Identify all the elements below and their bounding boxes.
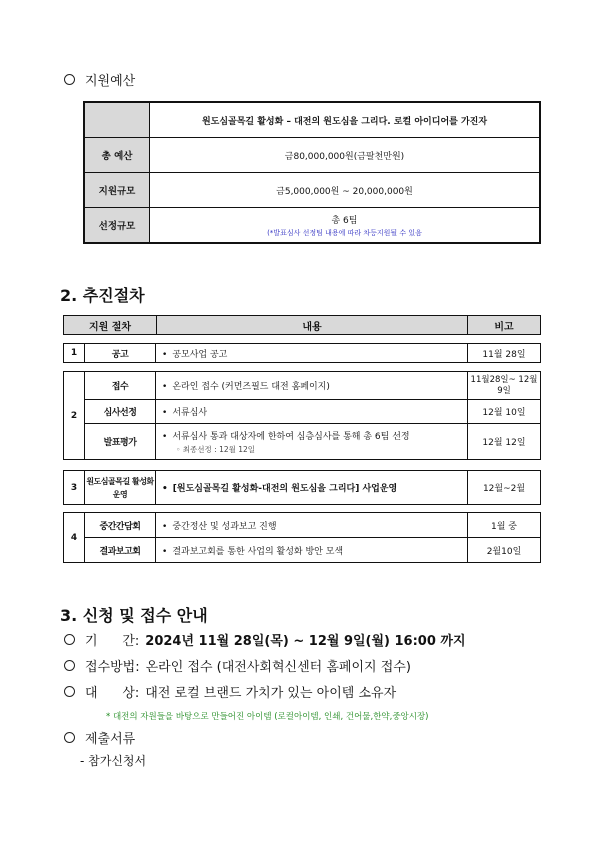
method-value: 온라인 접수 (대전사회혁신센터 홈페이지 접수) [145, 660, 411, 675]
row-value: 금5,000,000원 ~ 20,000,000원 [150, 173, 541, 208]
step-note: 12월~2월 [468, 471, 541, 505]
column-header: 내용 [157, 316, 468, 334]
row-value: 총 6팀 [331, 215, 358, 226]
table-row [64, 513, 541, 538]
application-heading: 3. 신청 및 접수 안내 [60, 606, 208, 625]
step-content: 서류심사 [172, 408, 208, 418]
step-note: 12월 10일 [468, 400, 541, 424]
table-row [84, 208, 540, 244]
budget-table [83, 101, 541, 244]
budget-table-corner [84, 102, 150, 138]
step-label: 결과보고회 [85, 538, 156, 563]
table-row [84, 102, 540, 138]
step-sub-note: ◦ 최종선정 : 12월 12일 [176, 444, 256, 454]
step-content: 서류심사 통과 대상자에 한하여 심층심사를 통해 총 6팀 선정 [172, 431, 410, 442]
step-content-cell: • [원도심골목길 활성화-대전의 원도심을 그리다] 사업운영 [156, 471, 468, 505]
row-value: 금80,000,000원(금팔천만원) [150, 138, 541, 173]
procedure-group-1 [63, 343, 541, 363]
table-row [64, 344, 541, 363]
group-number: 1 [64, 344, 85, 363]
circle-bullet-icon [64, 732, 75, 743]
table-row [64, 538, 541, 563]
step-label: 심사선정 [85, 400, 156, 424]
step-content: [원도심골목길 활성화-대전의 원도심을 그리다] 사업운영 [172, 484, 398, 494]
group-number: 3 [64, 471, 85, 505]
docs-item: - 참가신청서 [80, 754, 147, 768]
period-value: 2024년 11월 28일(목) ~ 12월 9일(월) 16:00 까지 [145, 634, 466, 649]
step-note: 11월 28일 [468, 344, 541, 363]
row-label: 선정규모 [84, 208, 150, 244]
group-number: 4 [64, 513, 85, 563]
column-header: 비고 [494, 321, 514, 333]
step-note: 12월 12일 [468, 424, 541, 460]
target-value: 대전 로컬 브랜드 가치가 있는 아이템 소유자 [145, 686, 397, 701]
step-content-cell: • 공모사업 공고 [156, 344, 468, 363]
procedure-group-4 [63, 512, 541, 563]
target-line [64, 682, 396, 701]
table-row [64, 372, 541, 400]
procedure-group-3 [63, 470, 541, 505]
budget-section-heading: 지원예산 [64, 70, 135, 89]
row-note: (*발표심사 선정팀 내용에 따라 차등지원될 수 있음 [267, 228, 422, 237]
row-value-cell [150, 208, 541, 244]
period-line [64, 630, 466, 649]
step-label: 발표평가 [85, 424, 156, 460]
procedure-group-2 [63, 371, 541, 460]
method-line [64, 656, 411, 675]
table-row [64, 424, 541, 460]
step-note: 2월10일 [468, 538, 541, 563]
group-number: 2 [64, 372, 85, 460]
step-note: 1월 중 [468, 513, 541, 538]
circle-bullet-icon [64, 686, 75, 697]
step-label: 접수 [85, 372, 156, 400]
row-label: 총 예산 [84, 138, 150, 173]
step-content: 공모사업 공고 [172, 349, 228, 360]
circle-bullet-icon [64, 634, 75, 645]
row-label: 지원규모 [84, 173, 150, 208]
step-content: 중간정산 및 성과보고 진행 [172, 521, 277, 532]
step-label: 중간간담회 [85, 513, 156, 538]
step-content-cell: • 서류심사 통과 대상자에 한하여 심층심사를 통해 총 6팀 선정 ◦ 최종선정 : 12월 12일 [156, 424, 468, 460]
step-content-cell: • 온라인 접수 (커먼즈필드 대전 홈페이지) [156, 372, 468, 400]
procedure-table-header [63, 315, 541, 335]
procedure-heading: 2. 추진절차 [60, 286, 145, 305]
docs-label: 제출서류 [85, 732, 136, 747]
circle-bullet-icon [64, 74, 75, 85]
table-row [84, 138, 540, 173]
table-row [64, 471, 541, 505]
column-header: 지원 절차 [64, 316, 157, 334]
step-label: 원도심골목길 활성화운영 [85, 471, 156, 505]
step-content: 온라인 접수 (커먼즈필드 대전 홈페이지) [172, 382, 330, 392]
step-content-cell: • 결과보고회를 통한 사업의 활성화 방안 모색 [156, 538, 468, 563]
step-content: 결과보고회를 통한 사업의 활성화 방안 모색 [172, 546, 344, 557]
target-note: * 대전의 자원들을 바탕으로 만들어진 아이템 (로컬아이템, 인쇄, 건어물,한약,중앙시장) [106, 712, 429, 722]
circle-bullet-icon [64, 660, 75, 671]
method-label: 접수방법: [85, 660, 140, 675]
table-row [64, 400, 541, 424]
step-content-cell: • 서류심사 [156, 400, 468, 424]
step-content-cell: • 중간정산 및 성과보고 진행 [156, 513, 468, 538]
target-label: 대 상: [85, 686, 140, 701]
period-label: 기 간: [85, 634, 140, 649]
budget-table-title: 원도심골목길 활성화 – 대전의 원도심을 그리다. 로컬 아이디어를 가진자 [150, 102, 541, 138]
step-note: 11월28일~ 12월9일 [468, 372, 541, 400]
docs-line [64, 728, 135, 747]
table-row [84, 173, 540, 208]
step-label: 공고 [85, 344, 156, 363]
